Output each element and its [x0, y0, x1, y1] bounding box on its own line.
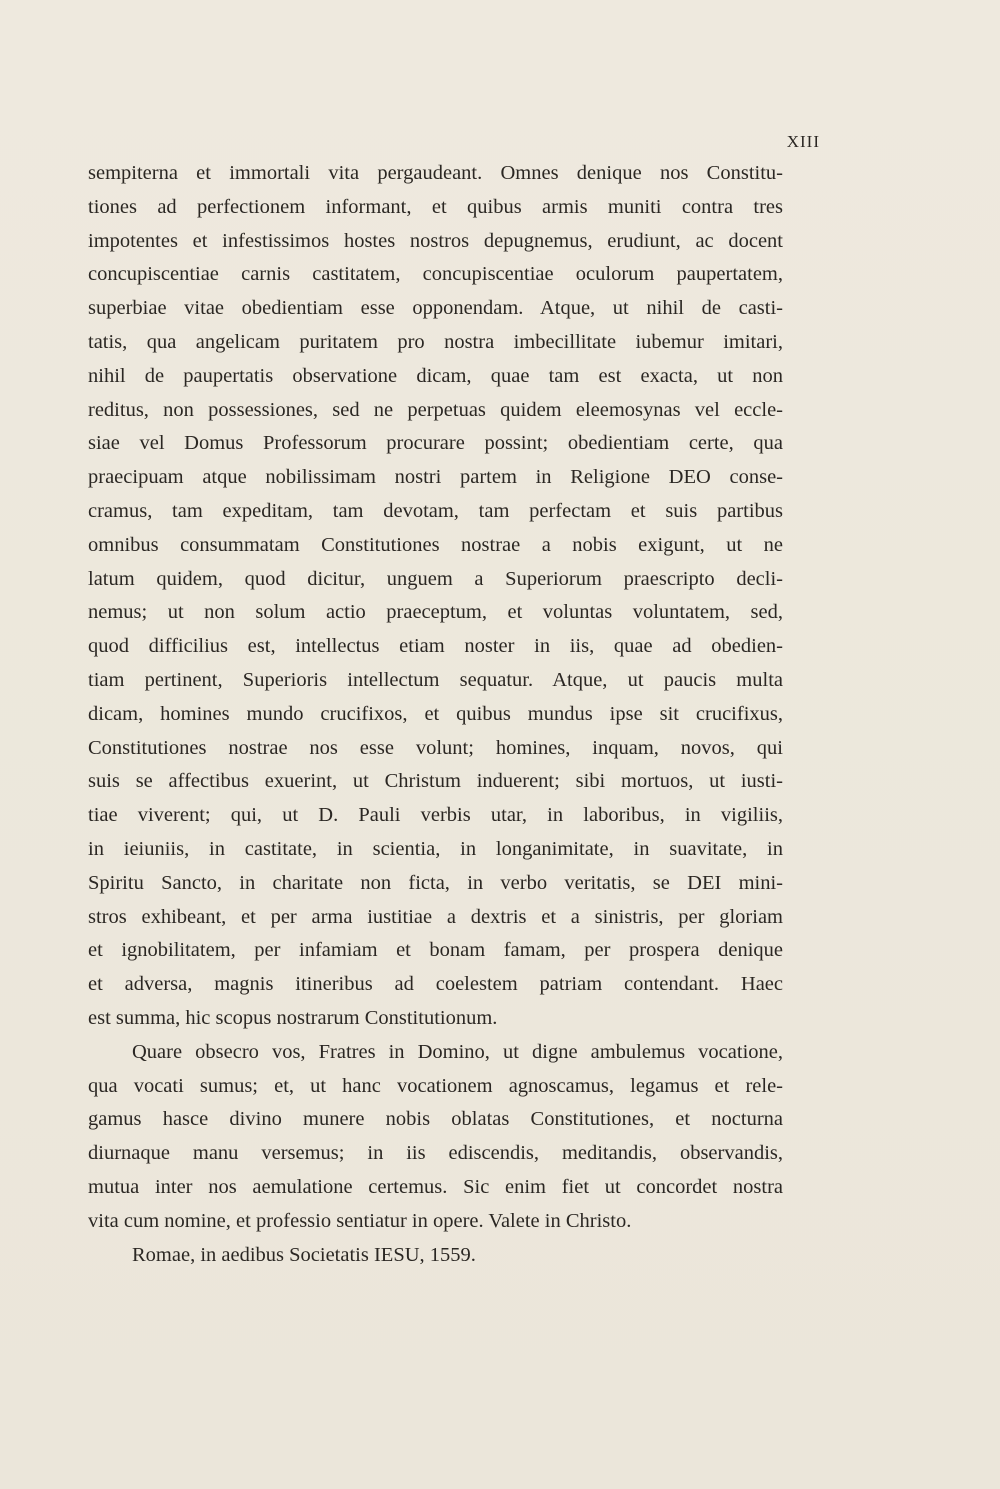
- text-line: est summa, hic scopus nostrarum Constitutionum.: [88, 1006, 498, 1029]
- text-line: tiones ad perfectionem informant, et quibus armis muniti contra tres: [88, 195, 783, 218]
- text-line: quod difficilius est, intellectus etiam noster in iis, quae ad obedien-: [88, 635, 783, 658]
- text-line: latum quidem, quod dicitur, unguem a Superiorum praescripto decli-: [88, 567, 783, 590]
- text-line: nemus; ut non solum actio praeceptum, et voluntas voluntatem, sed,: [88, 601, 783, 624]
- text-line: cramus, tam expeditam, tam devotam, tam perfectam et suis partibus: [88, 499, 783, 522]
- text-line: stros exhibeant, et per arma iustitiae a dextris et a sinistris, per gloriam: [88, 905, 783, 928]
- text-line: vita cum nomine, et professio sentiatur in opere. Valete in Christo.: [88, 1209, 632, 1232]
- text-line: in ieiuniis, in castitate, in scientia, in longanimitate, in suavitate, in: [88, 837, 783, 860]
- text-line: Constitutiones nostrae nos esse volunt; homines, inquam, novos, qui: [88, 736, 783, 759]
- text-line: Romae, in aedibus Societatis IESU, 1559.: [132, 1243, 476, 1266]
- text-line: praecipuam atque nobilissimam nostri partem in Religione DEO conse-: [88, 466, 783, 489]
- text-line: Spiritu Sancto, in charitate non ficta, in verbo veritatis, se DEI mini-: [88, 871, 783, 894]
- text-line: qua vocati sumus; et, ut hanc vocationem agnoscamus, legamus et rele-: [88, 1074, 783, 1097]
- text-line: tiam pertinent, Superioris intellectum sequatur. Atque, ut paucis multa: [88, 668, 783, 691]
- text-line: siae vel Domus Professorum procurare possint; obedientiam certe, qua: [88, 432, 783, 455]
- text-line: et adversa, magnis itineribus ad coelestem patriam contendant. Haec: [88, 973, 783, 996]
- text-line: tatis, qua angelicam puritatem pro nostra imbecillitate iubemur imitari,: [88, 330, 783, 353]
- text-line: suis se affectibus exuerint, ut Christum induerent; sibi mortuos, ut iusti-: [88, 770, 783, 793]
- text-line: superbiae vitae obedientiam esse opponendam. Atque, ut nihil de casti-: [88, 297, 783, 320]
- text-line: mutua inter nos aemulatione certemus. Sic enim fiet ut concordet nostra: [88, 1175, 783, 1198]
- text-line: et ignobilitatem, per infamiam et bonam famam, per prospera denique: [88, 939, 783, 962]
- page-number: XIII: [786, 132, 820, 151]
- text-line: omnibus consummatam Constitutiones nostrae a nobis exigunt, ut ne: [88, 533, 783, 556]
- text-line: diurnaque manu versemus; in iis ediscendis, meditandis, observandis,: [88, 1142, 783, 1165]
- text-line: nihil de paupertatis observatione dicam, quae tam est exacta, ut non: [88, 364, 783, 387]
- text-line: Quare obsecro vos, Fratres in Domino, ut digne ambulemus vocatione,: [132, 1040, 783, 1063]
- body-text: [88, 157, 783, 1272]
- text-line: sempiterna et immortali vita pergaudeant. Omnes denique nos Constitu-: [88, 162, 783, 184]
- text-line: concupiscentiae carnis castitatem, concupiscentiae oculorum paupertatem,: [88, 263, 783, 286]
- text-line: reditus, non possessiones, sed ne perpetuas quidem eleemosynas vel eccle-: [88, 398, 783, 421]
- text-line: gamus hasce divino munere nobis oblatas Constitutiones, et nocturna: [88, 1108, 783, 1131]
- text-line: tiae viverent; qui, ut D. Pauli verbis utar, in laboribus, in vigiliis,: [88, 804, 783, 827]
- text-line: impotentes et infestissimos hostes nostros depugnemus, erudiunt, ac docent: [88, 229, 783, 252]
- text-line: dicam, homines mundo crucifixos, et quibus mundus ipse sit crucifixus,: [88, 702, 783, 725]
